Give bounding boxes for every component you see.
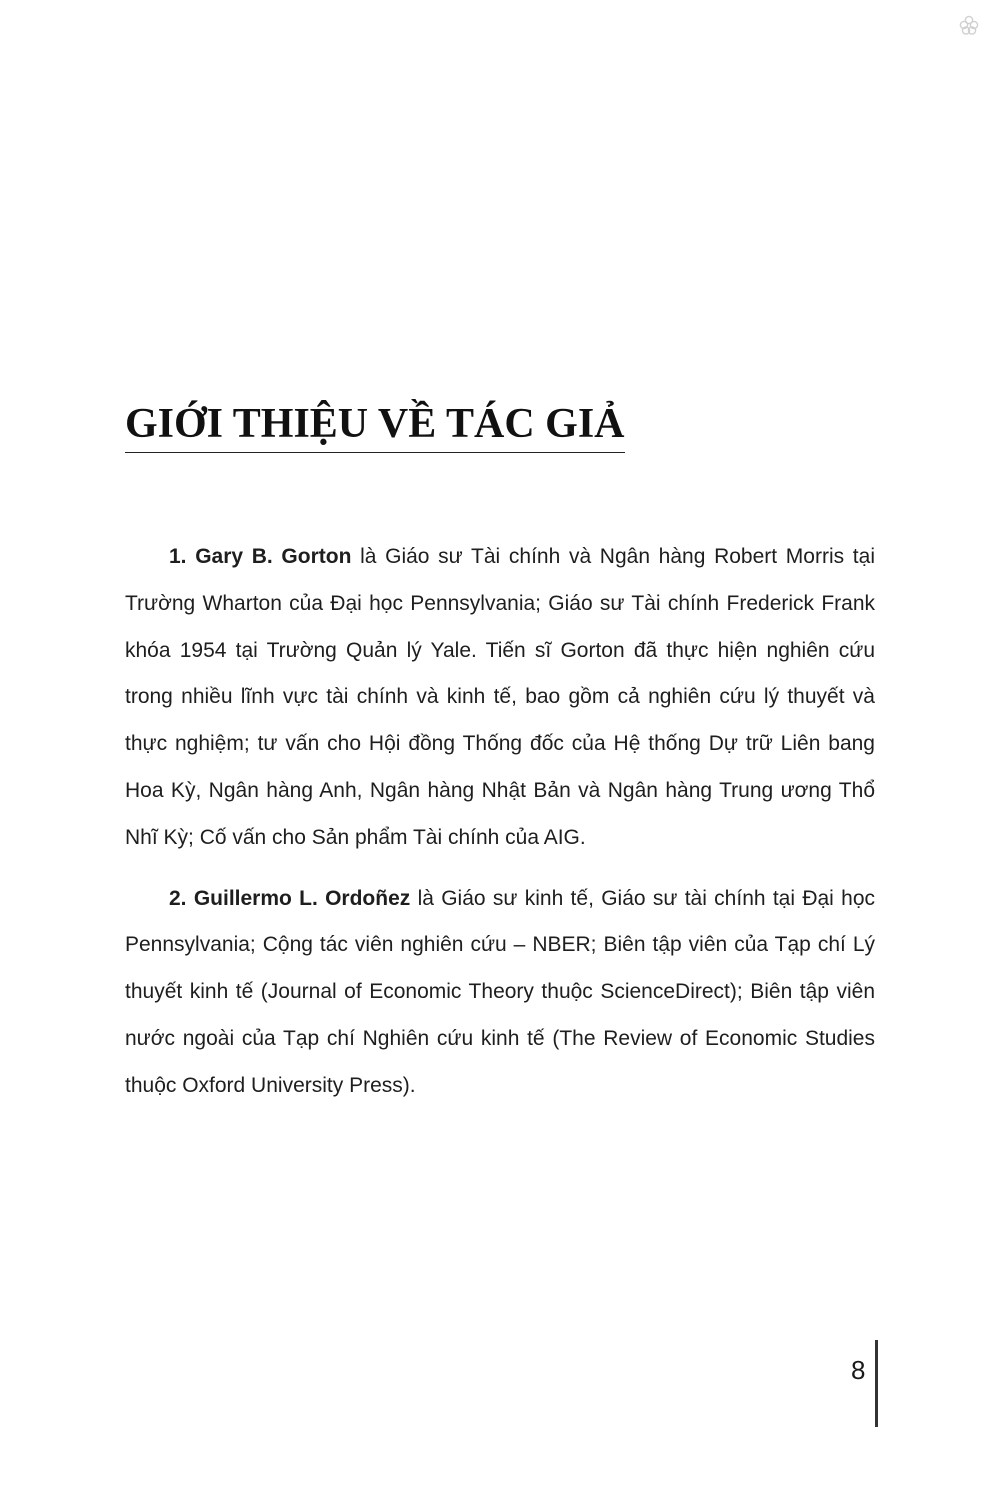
author-number: 1. (169, 545, 187, 568)
page-number-rule (875, 1340, 878, 1427)
page-title: GIỚI THIỆU VỀ TÁC GIẢ (125, 401, 625, 447)
author-entry-ordonez (125, 876, 875, 1110)
author-entry-gorton (125, 534, 875, 862)
author-name: Gary B. Gorton (195, 545, 352, 568)
page-number: 8 (851, 1355, 866, 1385)
author-description: là Giáo sư Tài chính và Ngân hàng Robert Morris tại Trường Wharton của Đại học Pennsylvania; Giáo sư Tài chính Frederick Frank khóa 1954 tại Trường Quản lý Yale. Tiến sĩ Gorton đã thực hiện nghiên cứu trong nhiều lĩnh vực tài chính và kinh tế, bao gồm cả nghiên cứu lý thuyết và thực nghiệm; tư vấn cho Hội đồng Thống đốc của Hệ thống Dự trữ Liên bang Hoa Kỳ, Ngân hàng Anh, Ngân hàng Nhật Bản và Ngân hàng Trung ương Thổ Nhĩ Kỳ; Cố vấn cho Sản phẩm Tài chính của AIG. (125, 545, 875, 849)
flower-icon (958, 14, 980, 36)
author-list (125, 534, 875, 1110)
author-name: Guillermo L. Ordoñez (193, 886, 411, 910)
author-number: 2. (169, 886, 187, 910)
page-heading (125, 398, 625, 453)
author-description: là Giáo sư kinh tế, Giáo sư tài chính tại Đại học Pennsylvania; Cộng tác viên nghiên cứu – NBER; Biên tập viên của Tạp chí Lý thuyết kinh tế (Journal of Economic Theory thuộc ScienceDirect); Biên tập viên nước ngoài của Tạp chí Nghiên cứu kinh tế (The Review of Economic Studies thuộc Oxford University Press). (125, 886, 875, 1097)
title-underline (125, 452, 625, 453)
